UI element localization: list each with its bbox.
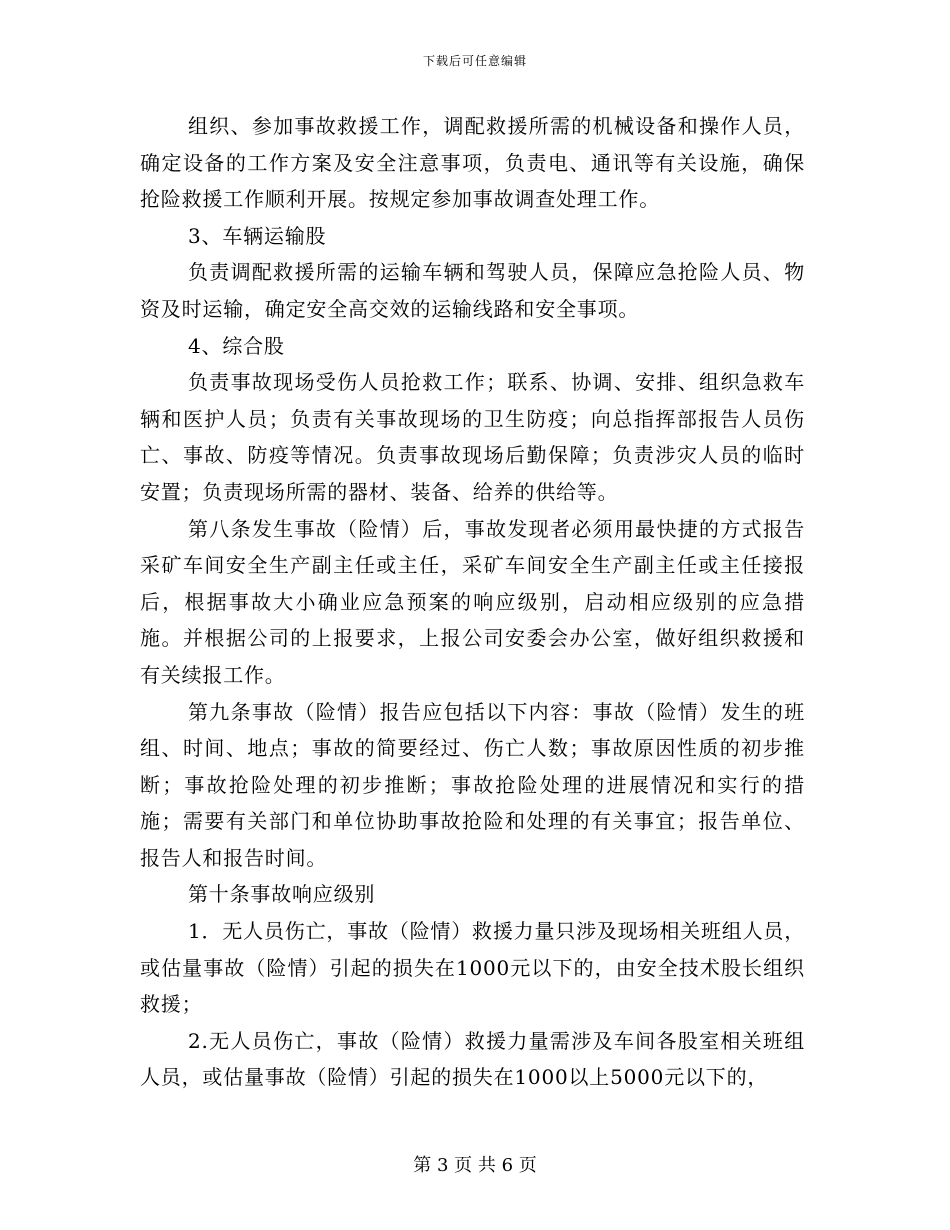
paragraph: 负责调配救援所需的运输车辆和驾驶人员，保障应急抢险人员、物资及时运输，确定安全高交效的运输线路和安全事项。 — [140, 260, 805, 321]
paragraph: 组织、参加事故救援工作，调配救援所需的机械设备和操作人员，确定设备的工作方案及安全注意事项，负责电、通讯等有关设施，确保抢险救援工作顺利开展。按规定参加事故调查处理工作。 — [140, 114, 805, 212]
paragraph: 2.无人员伤亡，事故（险情）救援力量需涉及车间各股室相关班组人员，或估量事故（险情）引起的损失在1000以上5000元以下的， — [140, 1028, 805, 1090]
paragraph: 第九条事故（险情）报告应包括以下内容：事故（险情）发生的班组、时间、地点；事故的简要经过、伤亡人数；事故原因性质的初步推断；事故抢险处理的初步推断；事故抢险处理的进展情况和实行的措施；需要有关部门和单位协助事故抢险和处理的有关事宜；报告单位、报告人和报告时间。 — [140, 699, 805, 870]
paragraph: 第八条发生事故（险情）后，事故发现者必须用最快捷的方式报告采矿车间安全生产副主任或主任，采矿车间安全生产副主任或主任接报后，根据事故大小确业应急预案的响应级别，启动相应级别的应急措施。并根据公司的上报要求，上报公司安委会办公室，做好组织救援和有关续报工作。 — [140, 516, 805, 687]
page-header-note: 下载后可任意编辑 — [422, 54, 527, 68]
section-heading: 第十条事故响应级别 — [188, 882, 376, 907]
page-number: 第 3 页 共 6 页 — [413, 1155, 537, 1176]
paragraph: 1．无人员伤亡，事故（险情）救援力量只涉及现场相关班组人员，或估量事故（险情）引起的损失在1000元以下的，由安全技术股长组织救援； — [140, 919, 805, 1017]
section-heading: 3、车辆运输股 — [188, 223, 327, 248]
section-heading: 4、综合股 — [188, 333, 285, 358]
paragraph: 负责事故现场受伤人员抢救工作；联系、协调、安排、组织急救车辆和医护人员；负责有关事故现场的卫生防疫；向总指挥部报告人员伤亡、事故、防疫等情况。负责事故现场后勤保障；负责涉灾人员的临时安置；负责现场所需的器材、装备、给养的供给等。 — [140, 370, 805, 504]
document-body — [140, 108, 805, 1096]
